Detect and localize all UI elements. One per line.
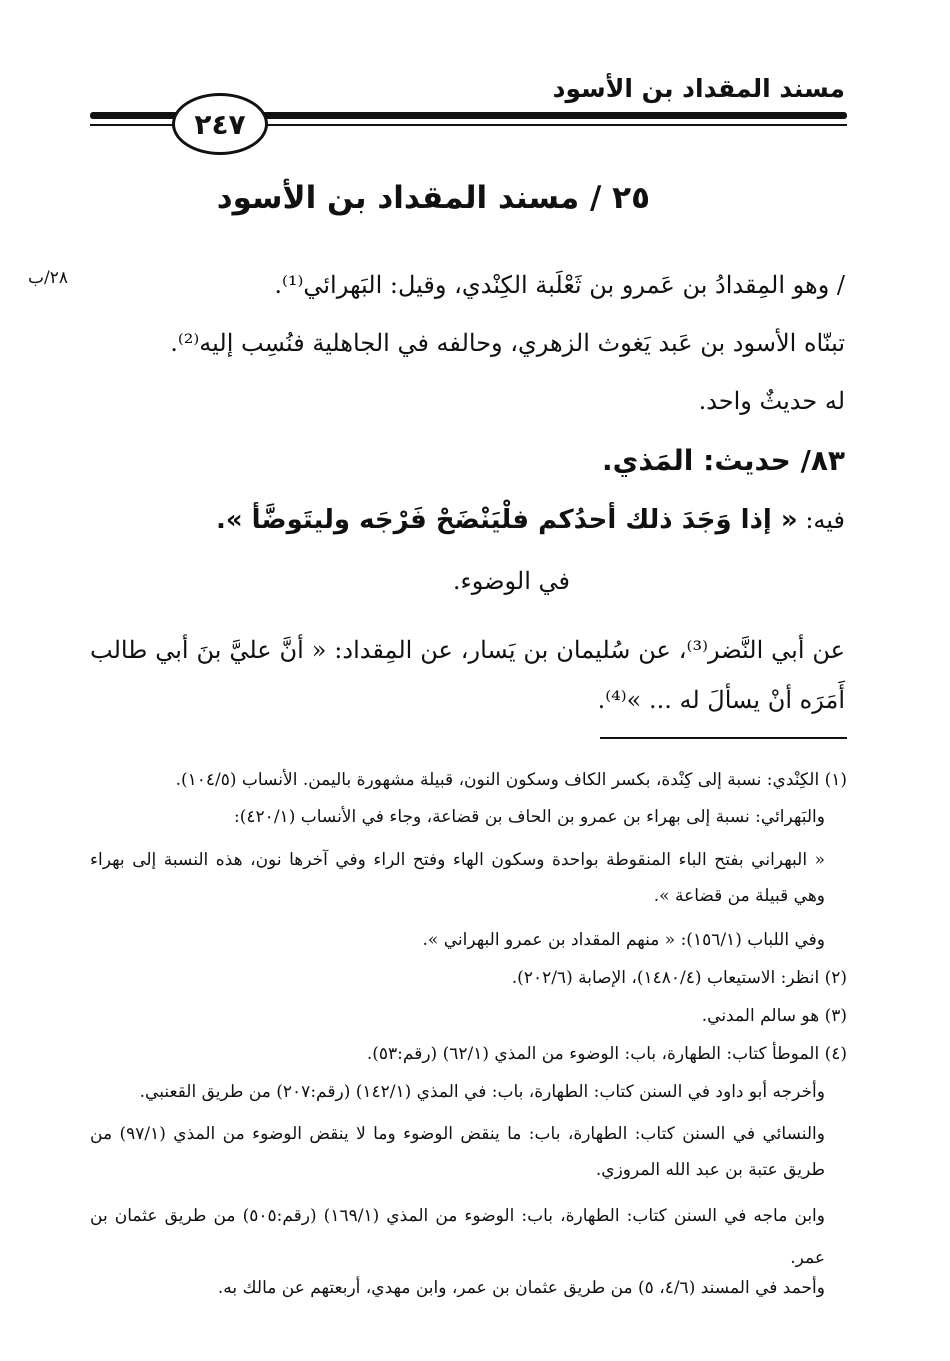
running-title: مسند المقداد بن الأسود bbox=[552, 74, 845, 103]
hadith-line bbox=[90, 505, 845, 535]
hadith-quote: « إذا وَجَدَ ذلك أحدُكم فلْيَنْضَحْ فَرْجَه وليتَوضَّأ ». bbox=[215, 505, 798, 535]
hadith-location: في الوضوء. bbox=[452, 567, 570, 595]
footnote-4-abudawud: وأخرجه أبو داود في السنن كتاب: الطهارة، باب: في المذي (١٤٢/١) (رقم:٢٠٧) من طريق القعنبي. bbox=[139, 1082, 825, 1102]
hadith-heading: ٨٣/ حديث: المَذي. bbox=[602, 444, 845, 477]
footnote-1-cont: والبَهرائي: نسبة إلى بهراء بن عمرو بن الحاف بن قضاعة، وجاء في الأنساب (٤٢٠/١): bbox=[234, 807, 825, 827]
isnad-paragraph: عن أبي النَّضر⁽³⁾، عن سُليمان بن يَسار، عن المِقداد: « أنَّ عليَّ بنَ أبي طالب أَمَرَه أنْ يسألَ له ... »⁽⁴⁾. bbox=[90, 636, 845, 714]
footnote-1-quote: « البهراني بفتح الباء المنقوطة بواحدة وسكون الهاء وفتح الراء وفي آخرها نون، هذه النسبة إلى بهراء وهي قبيلة من قضاعة ». bbox=[90, 850, 825, 906]
page-number: ٢٤٧ bbox=[172, 93, 268, 155]
footnote-2: (٢) انظر: الاستيعاب (١٤٨٠/٤)، الإصابة (٢٠٢/٦). bbox=[511, 968, 847, 988]
footnote-1-lubab: وفي اللباب (١٥٦/١): « منهم المقداد بن عمرو البهراني ». bbox=[422, 930, 825, 950]
hadith-intro: فيه: bbox=[805, 506, 845, 534]
footnote-separator bbox=[600, 737, 847, 739]
footnote-1: (١) الكِنْدي: نسبة إلى كِنْدة، بكسر الكاف وسكون النون، قبيلة مشهورة باليمن. الأنساب (١٠٤/٥). bbox=[175, 770, 847, 790]
footnote-4-nasai: والنسائي في السنن كتاب: الطهارة، باب: ما ينقض الوضوء وما لا ينقض الوضوء من المذي (٩٧/١) من طريق عتبة بن عبد الله المروزي. bbox=[90, 1124, 825, 1180]
body-line-3: له حديثٌ واحد. bbox=[698, 387, 845, 415]
body-line-2: تبنّاه الأسود بن عَبد يَغوث الزهري، وحالفه في الجاهلية فنُسِب إليه⁽²⁾. bbox=[170, 329, 845, 357]
footnote-3: (٣) هو سالم المدني. bbox=[701, 1006, 847, 1026]
body-line-1: / وهو المِقدادُ بن عَمرو بن ثَعْلَبة الكِنْدي، وقيل: البَهرائي⁽¹⁾. bbox=[274, 271, 845, 299]
footnote-4-ibnmajah: وابن ماجه في السنن كتاب: الطهارة، باب: الوضوء من المذي (١٦٩/١) (رقم:٥٠٥) من طريق عثمان بن عمر. bbox=[90, 1206, 825, 1268]
margin-folio-note: ٢٨/ب bbox=[28, 268, 68, 288]
footnote-4-ahmad: وأحمد في المسند (٤/٦، ٥) من طريق عثمان بن عمر، وابن مهدي، أربعتهم عن مالك به. bbox=[217, 1278, 825, 1298]
footnote-4: (٤) الموطأ كتاب: الطهارة، باب: الوضوء من المذي (٦٢/١) (رقم:٥٣). bbox=[366, 1044, 847, 1064]
section-title: ٢٥ / مسند المقداد بن الأسود bbox=[216, 180, 650, 216]
